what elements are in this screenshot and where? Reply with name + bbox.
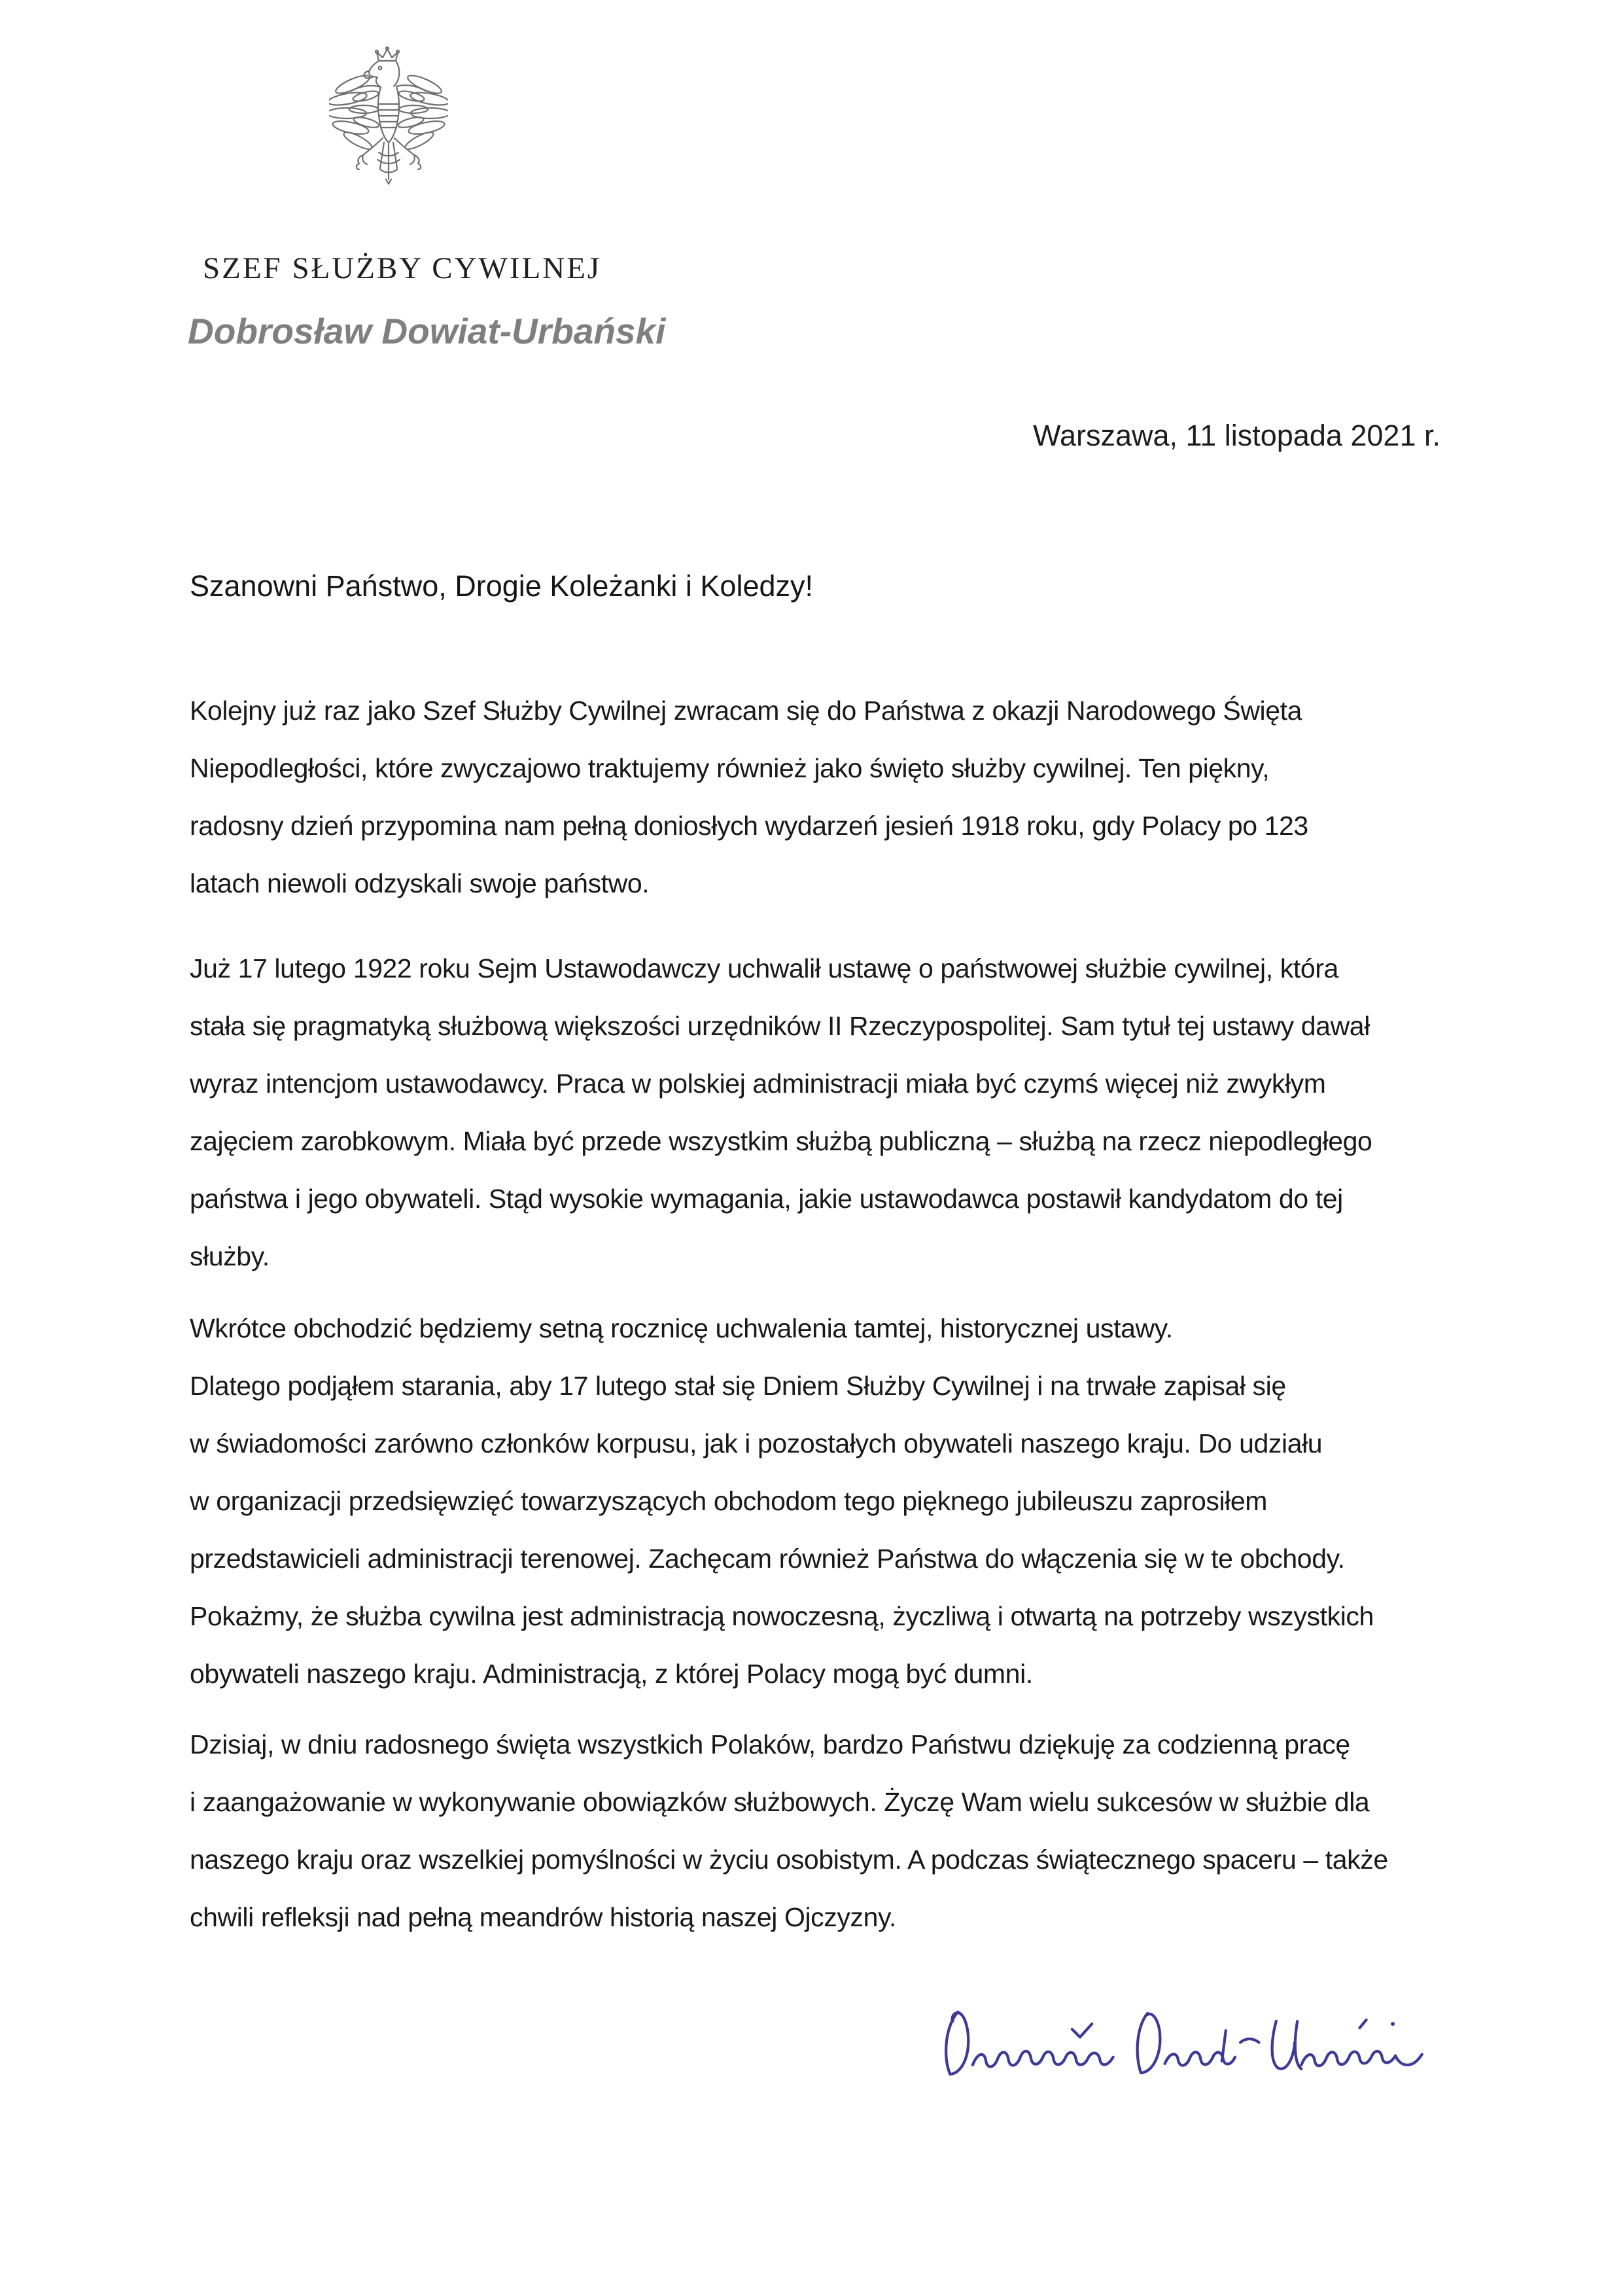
body-paragraph-4: [190, 1716, 1498, 1946]
body-line: wyraz intencjom ustawodawcy. Praca w polskiej administracji miała być czymś więcej niż zwykłym: [190, 1069, 1326, 1099]
body-line: Niepodległości, które zwyczajowo traktujemy również jako święto służby cywilnej. Ten piękny,: [190, 753, 1270, 783]
body-line: służby.: [190, 1241, 270, 1271]
body-line: w organizacji przedsięwzięć towarzyszących obchodom tego pięknego jubileuszu zaprosiłem: [190, 1486, 1268, 1516]
signature-handwriting: [929, 1986, 1439, 2100]
sender-name: Dobrosław Dowiat-Urbański: [188, 311, 666, 351]
body-line: Kolejny już raz jako Szef Służby Cywilnej zwracam się do Państwa z okazji Narodowego Święta: [190, 696, 1302, 726]
body-line: stała się pragmatyką służbową większości urzędników II Rzeczypospolitej. Sam tytuł tej ustawy dawał: [190, 1011, 1370, 1041]
body-line: w świadomości zarówno członków korpusu, jak i pozostałych obywateli naszego kraju. Do udziału: [190, 1428, 1323, 1458]
body-line: państwa i jego obywateli. Stąd wysokie wymagania, jakie ustawodawca postawił kandydatom do tej: [190, 1184, 1343, 1214]
body-line: latach niewoli odzyskali swoje państwo.: [190, 868, 650, 898]
body-line: Wkrótce obchodzić będziemy setną rocznicę uchwalenia tamtej, historycznej ustawy.: [190, 1313, 1173, 1343]
sender-title: SZEF SŁUŻBY CYWILNEJ: [203, 251, 602, 285]
body-line: chwili refleksji nad pełną meandrów historią naszej Ojczyzny.: [190, 1902, 897, 1932]
date-line: Warszawa, 11 listopada 2021 r.: [1033, 419, 1440, 452]
polish-eagle-emblem: [329, 46, 448, 186]
body-line: Dzisiaj, w dniu radosnego święta wszystkich Polaków, bardzo Państwu dziękuję za codzienną pracę: [190, 1729, 1350, 1759]
body-paragraph-2: [190, 940, 1498, 1285]
body-line: radosny dzień przypomina nam pełną doniosłych wydarzeń jesień 1918 roku, gdy Polacy po 123: [190, 811, 1308, 841]
body-line: Pokażmy, że służba cywilna jest administracją nowoczesną, życzliwą i otwartą na potrzeby wszystkich: [190, 1601, 1374, 1631]
body-line: naszego kraju oraz wszelkiej pomyślności w życiu osobistym. A podczas świątecznego spaceru – także: [190, 1845, 1388, 1875]
salutation: Szanowni Państwo, Drogie Koleżanki i Koledzy!: [190, 569, 813, 603]
body-line: Już 17 lutego 1922 roku Sejm Ustawodawczy uchwalił ustawę o państwowej służbie cywilnej, która: [190, 953, 1338, 983]
body-line: obywateli naszego kraju. Administracją, z której Polacy mogą być dumni.: [190, 1659, 1033, 1689]
body-line: przedstawicieli administracji terenowej. Zachęcam również Państwa do włączenia się w te obchody.: [190, 1544, 1345, 1574]
body-line: zajęciem zarobkowym. Miała być przede wszystkim służbą publiczną – służbą na rzecz niepodległego: [190, 1126, 1372, 1156]
body-line: i zaangażowanie w wykonywanie obowiązków służbowych. Życzę Wam wielu sukcesów w służbie dla: [190, 1787, 1370, 1817]
body-line: Dlatego podjąłem starania, aby 17 lutego stał się Dniem Służby Cywilnej i na trwałe zapisał się: [190, 1371, 1286, 1401]
body-paragraph-3: [190, 1299, 1498, 1703]
body-paragraph-1: [190, 682, 1498, 912]
